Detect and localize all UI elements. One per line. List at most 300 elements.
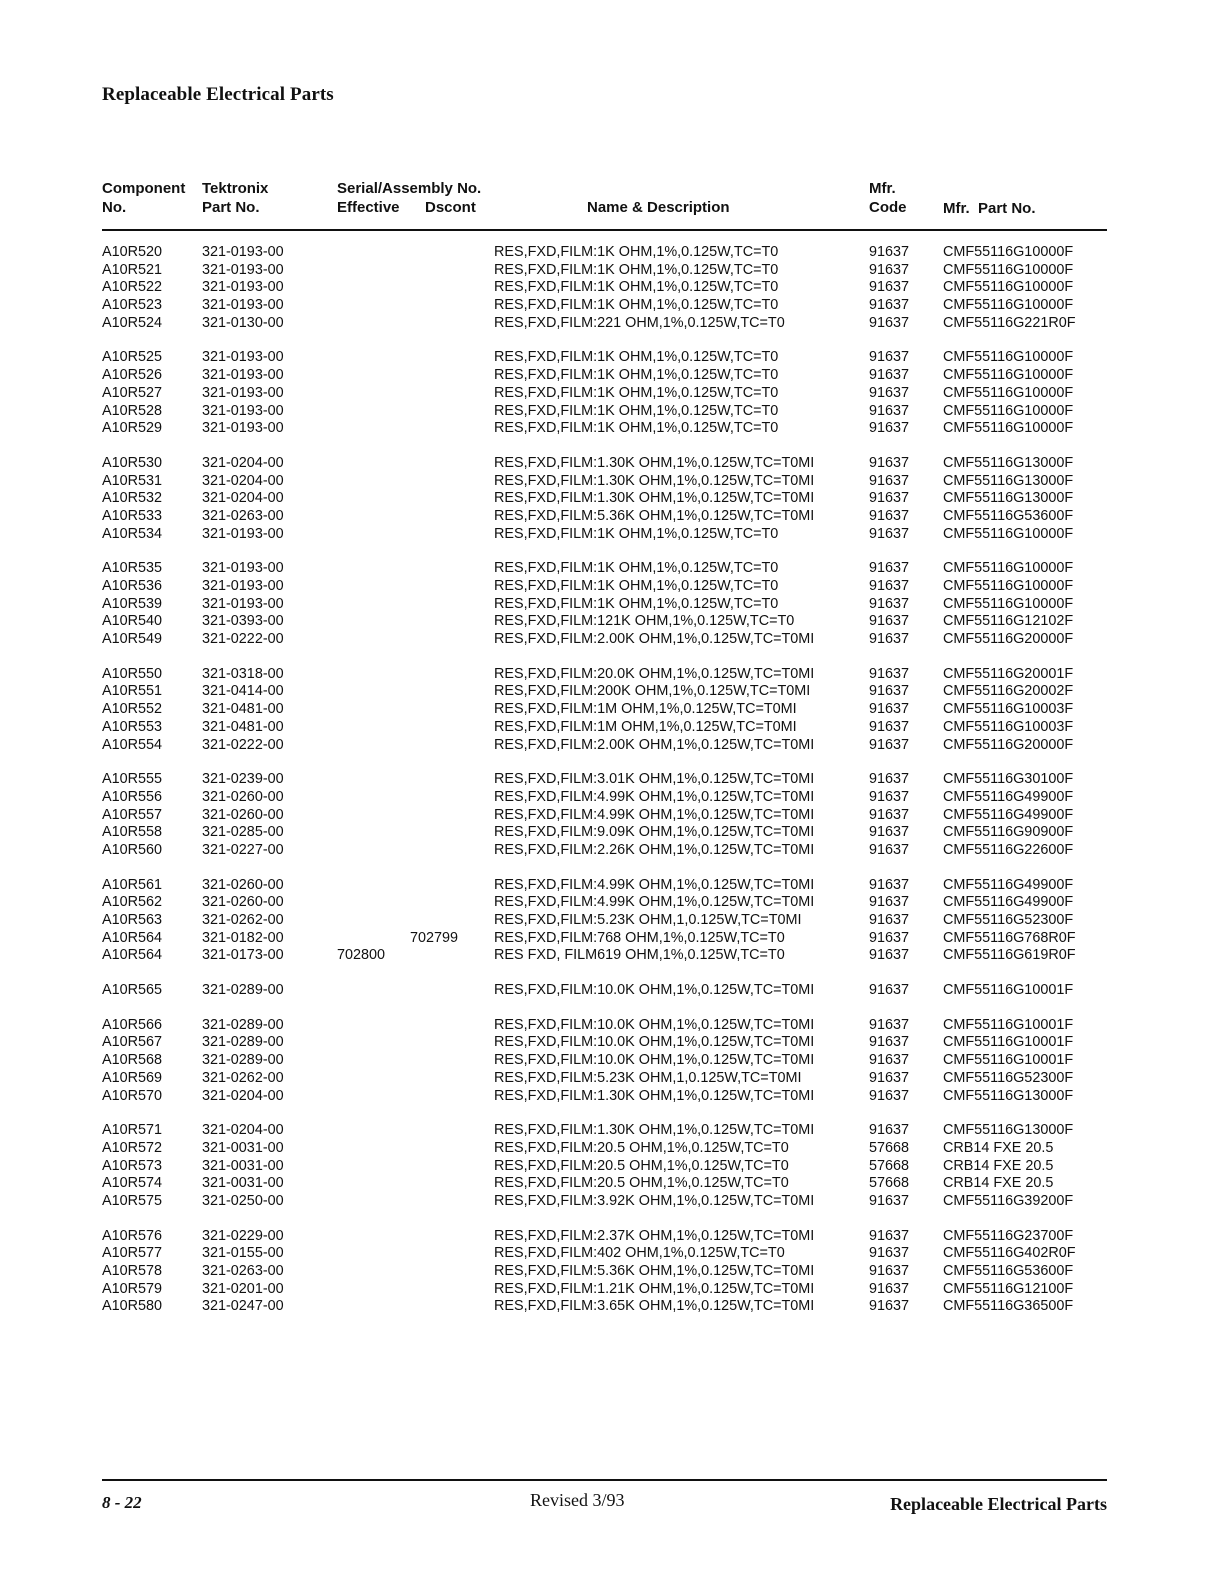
mfr-code: 91637 — [869, 1263, 910, 1279]
part-description: RES,FXD,FILM:1K OHM,1%,0.125W,TC=T0 — [494, 244, 779, 260]
table-row — [0, 842, 1230, 860]
mfr-part-number: CMF55116G10000F — [943, 420, 1074, 437]
table-row — [0, 403, 1230, 421]
serial-dscont: 702799 — [410, 929, 459, 946]
tektronix-part-number: 321-0260-00 — [202, 806, 284, 823]
mfr-part-number: CMF55116G30100F — [943, 771, 1074, 788]
part-description: RES,FXD,FILM:10.0K OHM,1%,0.125W,TC=T0MI — [494, 1034, 815, 1051]
component-number: A10R555 — [102, 771, 163, 788]
col-mfr-code-sublabel: Code — [869, 199, 907, 216]
table-row — [0, 613, 1230, 631]
mfr-part-number: CMF55116G13000F — [943, 454, 1074, 471]
table-row — [0, 1070, 1230, 1088]
component-number: A10R528 — [102, 402, 163, 419]
footer-rule — [102, 1479, 1107, 1481]
mfr-code: 91637 — [869, 665, 910, 682]
part-description: RES,FXD,FILM:1.30K OHM,1%,0.125W,TC=T0MI — [494, 1122, 815, 1139]
mfr-part-number: CRB14 FXE 20.5 — [943, 1175, 1054, 1192]
tektronix-part-number: 321-0260-00 — [202, 788, 284, 805]
part-description: RES,FXD,FILM:20.5 OHM,1%,0.125W,TC=T0 — [494, 1139, 789, 1156]
tektronix-part-number: 321-0318-00 — [202, 665, 284, 682]
table-row — [0, 1158, 1230, 1176]
component-number: A10R562 — [102, 894, 163, 911]
part-description: RES,FXD,FILM:5.23K OHM,1,0.125W,TC=T0MI — [494, 1069, 802, 1086]
part-description: RES,FXD,FILM:10.0K OHM,1%,0.125W,TC=T0MI — [494, 1052, 815, 1069]
part-description: RES,FXD,FILM:1M OHM,1%,0.125W,TC=T0MI — [494, 701, 797, 718]
component-number: A10R549 — [102, 631, 163, 648]
table-row — [0, 578, 1230, 596]
mfr-code: 91637 — [869, 982, 910, 999]
table-row — [0, 596, 1230, 614]
mfr-part-number: CMF55116G49900F — [943, 876, 1074, 893]
component-number: A10R530 — [102, 454, 163, 471]
mfr-code: 91637 — [869, 841, 910, 858]
mfr-code: 91637 — [869, 314, 910, 331]
component-number: A10R550 — [102, 665, 163, 682]
mfr-part-number: CMF55116G20002F — [943, 683, 1074, 700]
mfr-part-number: CMF55116G221R0F — [943, 314, 1076, 331]
component-number: A10R552 — [102, 701, 163, 718]
mfr-code: 91637 — [869, 244, 910, 260]
col-tektronix-label: Tektronix — [202, 180, 269, 197]
table-row — [0, 1088, 1230, 1106]
tektronix-part-number: 321-0250-00 — [202, 1192, 284, 1209]
mfr-code: 91637 — [869, 490, 910, 507]
component-number: A10R521 — [102, 261, 163, 278]
mfr-code: 91637 — [869, 1280, 910, 1297]
tektronix-part-number: 321-0193-00 — [202, 297, 284, 314]
mfr-part-number: CMF55116G10000F — [943, 367, 1074, 384]
table-row — [0, 262, 1230, 280]
col-mfr-code-label: Mfr. — [869, 180, 896, 197]
component-number: A10R560 — [102, 841, 163, 858]
part-description: RES,FXD,FILM:1.30K OHM,1%,0.125W,TC=T0MI — [494, 1087, 815, 1104]
table-row — [0, 1140, 1230, 1158]
mfr-code: 57668 — [869, 1175, 910, 1192]
table-row — [0, 894, 1230, 912]
table-row — [0, 508, 1230, 526]
mfr-part-number: CMF55116G20000F — [943, 736, 1074, 753]
component-number: A10R556 — [102, 788, 163, 805]
mfr-part-number: CMF55116G10000F — [943, 578, 1074, 594]
tektronix-part-number: 321-0289-00 — [202, 1052, 284, 1069]
component-number: A10R566 — [102, 1016, 163, 1033]
tektronix-part-number: 321-0193-00 — [202, 279, 284, 296]
tektronix-part-number: 321-0204-00 — [202, 1087, 284, 1104]
table-row — [0, 930, 1230, 948]
mfr-part-number: CMF55116G10000F — [943, 525, 1074, 542]
col-effective-label: Effective — [337, 199, 400, 216]
component-number: A10R575 — [102, 1192, 163, 1209]
part-group — [0, 455, 1230, 543]
tektronix-part-number: 321-0193-00 — [202, 402, 284, 419]
mfr-code: 91637 — [869, 929, 910, 946]
part-description: RES,FXD,FILM:221 OHM,1%,0.125W,TC=T0 — [494, 314, 785, 331]
col-description-label: Name & Description — [587, 199, 730, 216]
tektronix-part-number: 321-0031-00 — [202, 1139, 284, 1156]
revision-label: Revised 3/93 — [530, 1490, 625, 1510]
component-number: A10R561 — [102, 876, 163, 893]
col-component-label: Component — [102, 180, 186, 197]
mfr-code: 91637 — [869, 912, 910, 928]
component-number: A10R535 — [102, 560, 163, 577]
mfr-part-number: CMF55116G49900F — [943, 788, 1074, 805]
mfr-part-number: CMF55116G13000F — [943, 490, 1074, 507]
mfr-part-number: CMF55116G12100F — [943, 1280, 1074, 1297]
mfr-code: 91637 — [869, 1192, 910, 1209]
table-row — [0, 490, 1230, 508]
component-number: A10R554 — [102, 736, 163, 753]
part-description: RES,FXD,FILM:1K OHM,1%,0.125W,TC=T0 — [494, 420, 779, 437]
mfr-code: 91637 — [869, 683, 910, 700]
mfr-code: 91637 — [869, 736, 910, 753]
part-description: RES,FXD,FILM:121K OHM,1%,0.125W,TC=T0 — [494, 613, 795, 630]
mfr-code: 91637 — [869, 472, 910, 489]
tektronix-part-number: 321-0193-00 — [202, 261, 284, 278]
part-group — [0, 560, 1230, 648]
part-description: RES,FXD,FILM:1K OHM,1%,0.125W,TC=T0 — [494, 595, 779, 612]
mfr-part-number: CMF55116G12102F — [943, 613, 1074, 630]
component-number: A10R536 — [102, 578, 163, 594]
mfr-part-number: CMF55116G23700F — [943, 1227, 1074, 1244]
part-description: RES,FXD,FILM:1K OHM,1%,0.125W,TC=T0 — [494, 297, 779, 314]
component-number: A10R524 — [102, 314, 163, 331]
table-row — [0, 244, 1230, 262]
part-description: RES,FXD,FILM:1K OHM,1%,0.125W,TC=T0 — [494, 279, 779, 296]
table-row — [0, 631, 1230, 649]
table-row — [0, 560, 1230, 578]
mfr-part-number: CMF55116G10001F — [943, 1016, 1074, 1033]
component-number: A10R520 — [102, 244, 163, 260]
table-row — [0, 1017, 1230, 1035]
part-description: RES,FXD,FILM:5.36K OHM,1%,0.125W,TC=T0MI — [494, 507, 815, 524]
mfr-code: 91637 — [869, 279, 910, 296]
component-number: A10R570 — [102, 1087, 163, 1104]
mfr-part-number: CMF55116G36500F — [943, 1298, 1074, 1315]
table-row — [0, 947, 1230, 965]
part-description: RES,FXD,FILM:2.00K OHM,1%,0.125W,TC=T0MI — [494, 736, 815, 753]
part-description: RES,FXD,FILM:1K OHM,1%,0.125W,TC=T0 — [494, 578, 779, 594]
mfr-part-number: CMF55116G768R0F — [943, 929, 1076, 946]
tektronix-part-number: 321-0227-00 — [202, 841, 284, 858]
table-row — [0, 701, 1230, 719]
mfr-part-number: CRB14 FXE 20.5 — [943, 1139, 1054, 1156]
part-description: RES,FXD,FILM:1K OHM,1%,0.125W,TC=T0 — [494, 560, 779, 577]
tektronix-part-number: 321-0260-00 — [202, 894, 284, 911]
mfr-code: 91637 — [869, 701, 910, 718]
tektronix-part-number: 321-0031-00 — [202, 1175, 284, 1192]
tektronix-part-number: 321-0173-00 — [202, 947, 284, 964]
component-number: A10R539 — [102, 595, 163, 612]
tektronix-part-number: 321-0204-00 — [202, 472, 284, 489]
mfr-code: 91637 — [869, 788, 910, 805]
mfr-code: 91637 — [869, 560, 910, 577]
tektronix-part-number: 321-0193-00 — [202, 560, 284, 577]
tektronix-part-number: 321-0414-00 — [202, 683, 284, 700]
table-row — [0, 420, 1230, 438]
mfr-part-number: CMF55116G10003F — [943, 701, 1074, 718]
part-description: RES,FXD,FILM:768 OHM,1%,0.125W,TC=T0 — [494, 929, 785, 946]
tektronix-part-number: 321-0193-00 — [202, 420, 284, 437]
table-row — [0, 297, 1230, 315]
tektronix-part-number: 321-0289-00 — [202, 982, 284, 999]
mfr-code: 91637 — [869, 384, 910, 401]
mfr-part-number: CMF55116G10003F — [943, 718, 1074, 735]
table-row — [0, 367, 1230, 385]
mfr-part-number: CMF55116G53600F — [943, 1263, 1074, 1279]
part-description: RES,FXD,FILM:1K OHM,1%,0.125W,TC=T0 — [494, 349, 779, 366]
part-group — [0, 349, 1230, 437]
mfr-code: 91637 — [869, 1227, 910, 1244]
part-description: RES,FXD,FILM:3.01K OHM,1%,0.125W,TC=T0MI — [494, 771, 815, 788]
mfr-part-number: CMF55116G10001F — [943, 1052, 1074, 1069]
component-number: A10R523 — [102, 297, 163, 314]
table-row — [0, 1175, 1230, 1193]
component-number: A10R551 — [102, 683, 163, 700]
mfr-code: 91637 — [869, 1122, 910, 1139]
mfr-code: 91637 — [869, 876, 910, 893]
part-description: RES,FXD,FILM:10.0K OHM,1%,0.125W,TC=T0MI — [494, 1016, 815, 1033]
tektronix-part-number: 321-0155-00 — [202, 1245, 284, 1262]
part-description: RES,FXD,FILM:1K OHM,1%,0.125W,TC=T0 — [494, 367, 779, 384]
table-row — [0, 719, 1230, 737]
page-number: 8 - 22 — [102, 1493, 142, 1512]
mfr-code: 57668 — [869, 1157, 910, 1174]
component-number: A10R553 — [102, 718, 163, 735]
table-row — [0, 737, 1230, 755]
part-description: RES,FXD,FILM:1.30K OHM,1%,0.125W,TC=T0MI — [494, 472, 815, 489]
table-row — [0, 385, 1230, 403]
part-group — [0, 1017, 1230, 1105]
col-dscont-label: Dscont — [425, 199, 476, 216]
tektronix-part-number: 321-0193-00 — [202, 367, 284, 384]
mfr-part-number: CMF55116G52300F — [943, 912, 1074, 928]
part-description: RES,FXD,FILM:2.26K OHM,1%,0.125W,TC=T0MI — [494, 841, 815, 858]
part-description: RES,FXD,FILM:1.21K OHM,1%,0.125W,TC=T0MI — [494, 1280, 815, 1297]
mfr-code: 91637 — [869, 1245, 910, 1262]
part-description: RES,FXD,FILM:5.36K OHM,1%,0.125W,TC=T0MI — [494, 1263, 815, 1279]
part-group — [0, 982, 1230, 1000]
part-description: RES,FXD,FILM:4.99K OHM,1%,0.125W,TC=T0MI — [494, 894, 815, 911]
mfr-part-number: CMF55116G13000F — [943, 1122, 1074, 1139]
mfr-code: 91637 — [869, 297, 910, 314]
tektronix-part-number: 321-0393-00 — [202, 613, 284, 630]
component-number: A10R571 — [102, 1122, 163, 1139]
component-number: A10R568 — [102, 1052, 163, 1069]
col-tektronix-sublabel: Part No. — [202, 199, 260, 216]
table-row — [0, 1122, 1230, 1140]
part-description: RES,FXD,FILM:2.00K OHM,1%,0.125W,TC=T0MI — [494, 631, 815, 648]
parts-list — [0, 244, 1230, 1333]
component-number: A10R567 — [102, 1034, 163, 1051]
mfr-code: 91637 — [869, 1034, 910, 1051]
table-row — [0, 1193, 1230, 1211]
part-description: RES,FXD,FILM:10.0K OHM,1%,0.125W,TC=T0MI — [494, 982, 815, 999]
part-description: RES,FXD,FILM:5.23K OHM,1,0.125W,TC=T0MI — [494, 912, 802, 928]
mfr-part-number: CMF55116G10001F — [943, 982, 1074, 999]
tektronix-part-number: 321-0262-00 — [202, 1069, 284, 1086]
part-group — [0, 244, 1230, 332]
part-description: RES,FXD,FILM:4.99K OHM,1%,0.125W,TC=T0MI — [494, 788, 815, 805]
tektronix-part-number: 321-0285-00 — [202, 824, 284, 841]
table-row — [0, 912, 1230, 930]
component-number: A10R557 — [102, 806, 163, 823]
table-row — [0, 279, 1230, 297]
tektronix-part-number: 321-0222-00 — [202, 736, 284, 753]
table-row — [0, 1228, 1230, 1246]
mfr-code: 91637 — [869, 367, 910, 384]
component-number: A10R558 — [102, 824, 163, 841]
mfr-part-number: CMF55116G22600F — [943, 841, 1074, 858]
table-row — [0, 789, 1230, 807]
mfr-code: 91637 — [869, 507, 910, 524]
mfr-part-number: CMF55116G53600F — [943, 507, 1074, 524]
tektronix-part-number: 321-0481-00 — [202, 718, 284, 735]
component-number: A10R577 — [102, 1245, 163, 1262]
mfr-code: 91637 — [869, 454, 910, 471]
component-number: A10R580 — [102, 1298, 163, 1315]
part-description: RES,FXD,FILM:1M OHM,1%,0.125W,TC=T0MI — [494, 718, 797, 735]
tektronix-part-number: 321-0204-00 — [202, 454, 284, 471]
table-row — [0, 1281, 1230, 1299]
tektronix-part-number: 321-0130-00 — [202, 314, 284, 331]
tektronix-part-number: 321-0204-00 — [202, 1122, 284, 1139]
component-number: A10R532 — [102, 490, 163, 507]
mfr-part-number: CMF55116G10000F — [943, 349, 1074, 366]
mfr-code: 91637 — [869, 947, 910, 964]
mfr-code: 57668 — [869, 1139, 910, 1156]
tektronix-part-number: 321-0247-00 — [202, 1298, 284, 1315]
component-number: A10R533 — [102, 507, 163, 524]
mfr-part-number: CMF55116G10000F — [943, 261, 1074, 278]
part-description: RES,FXD,FILM:9.09K OHM,1%,0.125W,TC=T0MI — [494, 824, 815, 841]
part-description: RES,FXD,FILM:4.99K OHM,1%,0.125W,TC=T0MI — [494, 806, 815, 823]
mfr-code: 91637 — [869, 1298, 910, 1315]
mfr-part-number: CMF55116G13000F — [943, 472, 1074, 489]
mfr-part-number: CMF55116G49900F — [943, 806, 1074, 823]
tektronix-part-number: 321-0193-00 — [202, 578, 284, 594]
component-number: A10R531 — [102, 472, 163, 489]
tektronix-part-number: 321-0239-00 — [202, 771, 284, 788]
table-row — [0, 771, 1230, 789]
mfr-part-number: CMF55116G10000F — [943, 279, 1074, 296]
component-number: A10R563 — [102, 912, 163, 928]
col-serial-label: Serial/Assembly No. — [337, 180, 482, 197]
page-header-title: Replaceable Electrical Parts — [102, 84, 334, 105]
mfr-code: 91637 — [869, 420, 910, 437]
tektronix-part-number: 321-0193-00 — [202, 525, 284, 542]
tektronix-part-number: 321-0262-00 — [202, 912, 284, 928]
part-group — [0, 1228, 1230, 1316]
mfr-part-number: CMF55116G49900F — [943, 894, 1074, 911]
part-group — [0, 877, 1230, 965]
tektronix-part-number: 321-0289-00 — [202, 1016, 284, 1033]
component-number: A10R565 — [102, 982, 163, 999]
component-number: A10R564 — [102, 947, 163, 964]
mfr-code: 91637 — [869, 806, 910, 823]
tektronix-part-number: 321-0193-00 — [202, 595, 284, 612]
mfr-part-number: CRB14 FXE 20.5 — [943, 1157, 1054, 1174]
part-description: RES,FXD,FILM:200K OHM,1%,0.125W,TC=T0MI — [494, 683, 811, 700]
part-description: RES,FXD,FILM:4.99K OHM,1%,0.125W,TC=T0MI — [494, 876, 815, 893]
col-mfr-part-label: Mfr. Part No. — [943, 200, 1036, 217]
component-number: A10R579 — [102, 1280, 163, 1297]
tektronix-part-number: 321-0193-00 — [202, 349, 284, 366]
component-number: A10R573 — [102, 1157, 163, 1174]
component-number: A10R574 — [102, 1175, 163, 1192]
component-number: A10R526 — [102, 367, 163, 384]
col-component-sublabel: No. — [102, 199, 127, 216]
tektronix-part-number: 321-0204-00 — [202, 490, 284, 507]
table-row — [0, 1298, 1230, 1316]
mfr-part-number: CMF55116G10000F — [943, 595, 1074, 612]
mfr-code: 91637 — [869, 631, 910, 648]
mfr-code: 91637 — [869, 1052, 910, 1069]
part-group — [0, 666, 1230, 754]
table-row — [0, 807, 1230, 825]
table-row — [0, 1034, 1230, 1052]
component-number: A10R529 — [102, 420, 163, 437]
footer-title: Replaceable Electrical Parts — [890, 1494, 1107, 1514]
mfr-code: 91637 — [869, 578, 910, 594]
table-row — [0, 824, 1230, 842]
part-description: RES,FXD,FILM:1K OHM,1%,0.125W,TC=T0 — [494, 384, 779, 401]
part-description: RES,FXD,FILM:20.0K OHM,1%,0.125W,TC=T0MI — [494, 665, 815, 682]
mfr-code: 91637 — [869, 771, 910, 788]
mfr-part-number: CMF55116G402R0F — [943, 1245, 1076, 1262]
table-row — [0, 455, 1230, 473]
mfr-part-number: CMF55116G52300F — [943, 1069, 1074, 1086]
part-description: RES,FXD,FILM:1.30K OHM,1%,0.125W,TC=T0MI — [494, 490, 815, 507]
mfr-part-number: CMF55116G10000F — [943, 560, 1074, 577]
tektronix-part-number: 321-0263-00 — [202, 1263, 284, 1279]
mfr-part-number: CMF55116G90900F — [943, 824, 1074, 841]
table-row — [0, 526, 1230, 544]
part-description: RES,FXD,FILM:1K OHM,1%,0.125W,TC=T0 — [494, 525, 779, 542]
component-number: A10R540 — [102, 613, 163, 630]
table-row — [0, 982, 1230, 1000]
mfr-part-number: CMF55116G10000F — [943, 244, 1074, 260]
component-number: A10R525 — [102, 349, 163, 366]
mfr-code: 91637 — [869, 349, 910, 366]
part-group — [0, 1122, 1230, 1210]
component-number: A10R527 — [102, 384, 163, 401]
mfr-part-number: CMF55116G10000F — [943, 297, 1074, 314]
part-description: RES,FXD,FILM:2.37K OHM,1%,0.125W,TC=T0MI — [494, 1227, 815, 1244]
tektronix-part-number: 321-0031-00 — [202, 1157, 284, 1174]
mfr-code: 91637 — [869, 824, 910, 841]
table-row — [0, 1245, 1230, 1263]
mfr-part-number: CMF55116G619R0F — [943, 947, 1076, 964]
mfr-part-number: CMF55116G10000F — [943, 402, 1074, 419]
tektronix-part-number: 321-0201-00 — [202, 1280, 284, 1297]
part-description: RES,FXD,FILM:402 OHM,1%,0.125W,TC=T0 — [494, 1245, 785, 1262]
component-number: A10R578 — [102, 1263, 163, 1279]
mfr-code: 91637 — [869, 525, 910, 542]
serial-effective: 702800 — [337, 947, 386, 964]
part-description: RES,FXD,FILM:20.5 OHM,1%,0.125W,TC=T0 — [494, 1175, 789, 1192]
component-number: A10R522 — [102, 279, 163, 296]
mfr-code: 91637 — [869, 894, 910, 911]
part-description: RES,FXD,FILM:1K OHM,1%,0.125W,TC=T0 — [494, 261, 779, 278]
header-rule — [102, 229, 1107, 231]
tektronix-part-number: 321-0182-00 — [202, 929, 284, 946]
mfr-part-number: CMF55116G10000F — [943, 384, 1074, 401]
component-number: A10R576 — [102, 1227, 163, 1244]
component-number: A10R572 — [102, 1139, 163, 1156]
part-description: RES,FXD,FILM:20.5 OHM,1%,0.125W,TC=T0 — [494, 1157, 789, 1174]
component-number: A10R569 — [102, 1069, 163, 1086]
